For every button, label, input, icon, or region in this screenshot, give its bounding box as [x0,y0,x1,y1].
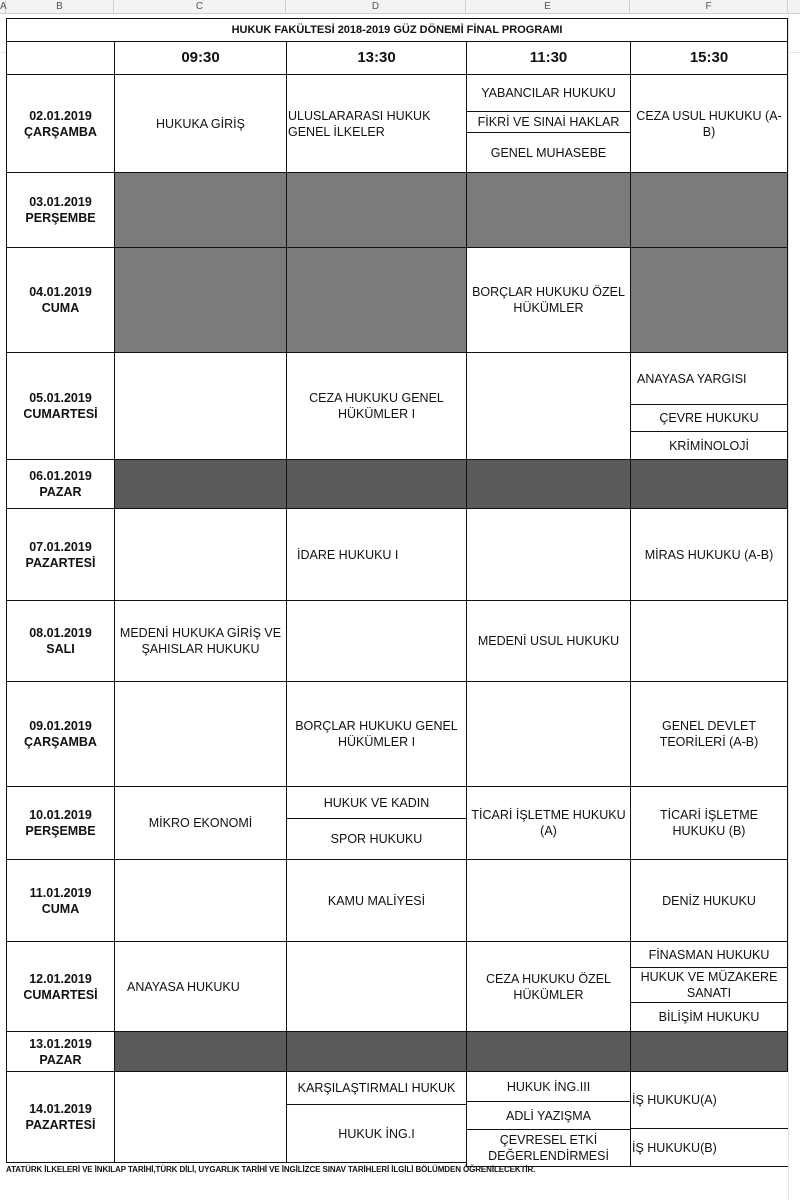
page-title: HUKUK FAKÜLTESİ 2018-2019 GÜZ DÖNEMİ FİNAL PROGRAMI [6,18,788,42]
day-name: PAZARTESİ [25,555,96,570]
empty-cell [114,508,287,601]
day-name: PAZARTESİ [25,1118,96,1132]
date-cell [6,352,115,460]
date-cell [6,859,115,942]
date-cell [6,459,115,509]
date-text: 11.01.2019 [29,885,92,900]
time-header-0930: 09:30 [114,41,287,75]
no-exam-cell [286,247,467,353]
exam-cell: YABANCILAR HUKUKU [466,74,631,112]
column-label-a[interactable]: A [0,1,7,12]
day-name: CUMA [41,901,80,916]
empty-cell [286,941,467,1032]
exam-cell [630,1071,788,1129]
exam-cell [630,1128,788,1167]
exam-cell: ÇEVRESEL ETKİ DEĞERLENDİRMESİ [466,1129,631,1167]
exam-cell: FİKRİ VE SINAİ HAKLAR [466,111,631,133]
day-name: PAZAR [39,1052,82,1067]
column-label-b[interactable]: B [6,0,114,13]
exam-cell: MEDENİ USUL HUKUKU [466,600,631,682]
sunday-cell [286,459,467,509]
empty-cell [466,859,631,942]
day-name: PERŞEMBE [25,824,96,838]
section-label: (B) [700,1140,717,1155]
day-name: CUMARTESİ [23,987,98,1002]
date-text: 02.01.2019 [29,108,92,123]
sunday-cell [466,1031,631,1072]
column-label-f[interactable]: F [630,0,788,13]
date-cell [6,600,115,682]
date-cell [6,508,115,601]
date-text: 09.01.2019 [29,719,92,733]
exam-cell: MİRAS HUKUKU (A-B) [630,508,788,601]
day-name: PERŞEMBE [25,211,96,225]
no-exam-cell [630,172,788,248]
exam-cell: BORÇLAR HUKUKU ÖZEL HÜKÜMLER [466,247,631,353]
date-cell [6,1031,115,1072]
sunday-cell [286,1031,467,1072]
exam-cell: ÇEVRE HUKUKU [630,404,788,432]
sunday-cell [466,459,631,509]
time-header-1330: 13:30 [286,41,467,75]
exam-cell: KARŞILAŞTIRMALI HUKUK [286,1071,467,1105]
exam-cell: İDARE HUKUKU I [286,508,467,601]
day-name: ÇARŞAMBA [24,124,97,139]
date-cell [6,247,115,353]
no-exam-cell [466,172,631,248]
date-text: 05.01.2019 [29,391,92,405]
date-text: 12.01.2019 [29,971,92,986]
column-label-e[interactable]: E [466,0,630,13]
empty-cell [114,681,287,787]
exam-cell: CEZA HUKUKU ÖZEL HÜKÜMLER [466,941,631,1032]
exam-cell: CEZA USUL HUKUKU (A-B) [630,74,788,173]
exam-cell: HUKUK VE KADIN [286,786,467,819]
exam-cell: ANAYASA HUKUKU [114,941,287,1032]
spreadsheet-column-header [0,0,800,14]
date-text: 10.01.2019 [29,808,92,822]
exam-cell: ANAYASA YARGISI [630,352,788,405]
exam-cell: HUKUK VE MÜZAKERE SANATI [630,967,788,1003]
sunday-cell [114,459,287,509]
course-name: İŞ HUKUKU [632,1140,701,1155]
no-exam-cell [114,247,287,353]
exam-cell: GENEL MUHASEBE [466,132,631,173]
exam-cell: HUKUKA GİRİŞ [114,74,287,173]
date-cell [6,1071,115,1163]
column-label-c[interactable]: C [114,0,286,13]
empty-cell [466,681,631,787]
exam-cell: BORÇLAR HUKUKU GENEL HÜKÜMLER I [286,681,467,787]
date-text: 07.01.2019 [29,539,92,554]
day-name: ÇARŞAMBA [24,735,97,749]
exam-cell: KRİMİNOLOJİ [630,431,788,460]
empty-cell [114,352,287,460]
date-cell [6,172,115,248]
date-text: 06.01.2019 [29,469,92,483]
exam-cell: HUKUK İNG.I [286,1104,467,1163]
sunday-cell [630,459,788,509]
exam-cell: GENEL DEVLET TEORİLERİ (A-B) [630,681,788,787]
date-text: 03.01.2019 [29,195,92,209]
exam-cell: SPOR HUKUKU [286,818,467,860]
date-text: 13.01.2019 [29,1036,92,1051]
column-label-d[interactable]: D [286,0,466,13]
time-header-1130: 11:30 [466,41,631,75]
date-cell [6,74,115,173]
exam-cell: CEZA HUKUKU GENEL HÜKÜMLER I [286,352,467,460]
sunday-cell [630,1031,788,1072]
date-cell [6,681,115,787]
exam-cell: FİNASMAN HUKUKU [630,941,788,968]
exam-cell: ADLİ YAZIŞMA [466,1101,631,1130]
day-name: PAZAR [39,485,82,499]
no-exam-cell [630,247,788,353]
empty-cell [286,600,467,682]
empty-header-cell [6,41,115,75]
exam-cell: MEDENİ HUKUKA GİRİŞ VE ŞAHISLAR HUKUKU [114,600,287,682]
date-cell [6,786,115,860]
day-name: CUMARTESİ [23,407,98,421]
day-name: SALI [46,642,75,656]
exam-cell: TİCARİ İŞLETME HUKUKU (A) [466,786,631,860]
empty-cell [114,859,287,942]
date-text: 08.01.2019 [29,626,92,640]
empty-cell [466,352,631,460]
exam-cell: HUKUK İNG.III [466,1071,631,1102]
empty-cell [114,1071,287,1163]
day-name: CUMA [41,301,80,315]
exam-cell: ULUSLARARASI HUKUK GENEL İLKELER [286,74,467,173]
exam-cell: TİCARİ İŞLETME HUKUKU (B) [630,786,788,860]
empty-cell [466,508,631,601]
date-cell [6,941,115,1032]
exam-cell: KAMU MALİYESİ [286,859,467,942]
date-text: 14.01.2019 [29,1102,92,1116]
exam-cell: DENİZ HUKUKU [630,859,788,942]
exam-cell: BİLİŞİM HUKUKU [630,1002,788,1032]
time-header-1530: 15:30 [630,41,788,75]
exam-cell: MİKRO EKONOMİ [114,786,287,860]
no-exam-cell [286,172,467,248]
sunday-cell [114,1031,287,1072]
footnote: ATATÜRK İLKELERİ VE İNKILAP TARİHİ,TÜRK DİLİ, UYGARLIK TARİHİ VE İNGİLİZCE SINAV TARİHLERİ İLGİLİ BÖLÜMDEN ÖĞRENİLECEKTİR. [6,1165,536,1174]
no-exam-cell [114,172,287,248]
course-name: İŞ HUKUKU [632,1093,701,1107]
section-label: (A) [700,1093,717,1107]
gridline [788,13,789,1200]
empty-cell [630,600,788,682]
date-text: 04.01.2019 [29,285,92,299]
